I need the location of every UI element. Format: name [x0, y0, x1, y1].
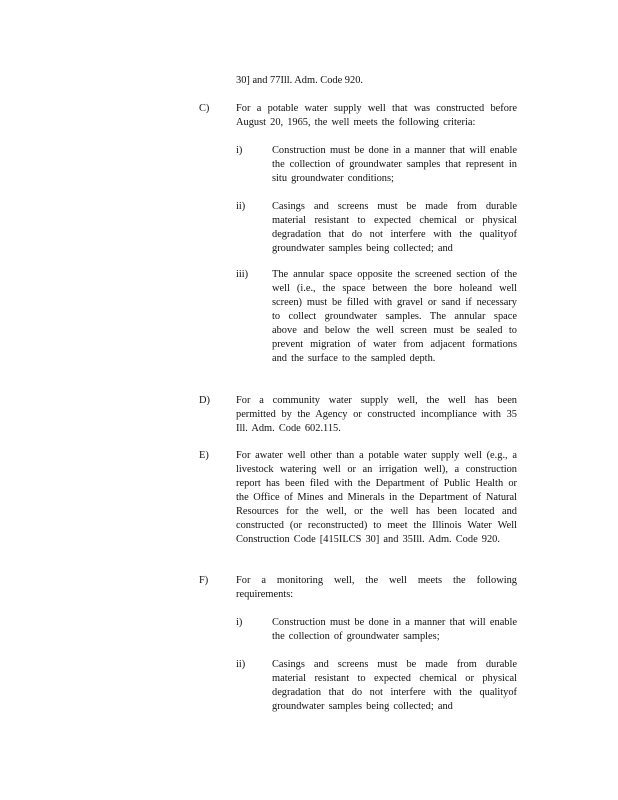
item-label: iii): [236, 269, 249, 280]
item-label: i): [236, 145, 243, 156]
item-text: Casings and screens must be made from durable material resistant to expected chemical or physical degradation that do not interfere with the qualityof groundwater samples being collected; and: [272, 201, 517, 254]
item-text: Casings and screens must be made from durable material resistant to expected chemical or physical degradation that do not interfere with the qualityof groundwater samples being collected; and: [272, 659, 517, 712]
item-label: D): [199, 395, 210, 406]
item-label: ii): [236, 201, 246, 212]
item-text: For a potable water supply well that was constructed before August 20, 1965, the well meets the following criteria:: [236, 103, 517, 128]
item-text: Construction must be done in a manner that will enable the collection of groundwater samples;: [272, 617, 517, 642]
item-label: C): [199, 103, 210, 114]
item-text: For awater well other than a potable water supply well (e.g., a livestock watering well or an irrigation well), a construction report has been filed with the Department of Public Health or the Office of Mines and Minerals in the Department of Natural Resources for the well, or the well has been located and constructed (or reconstructed) to meet the Illinois Water Well Construction Code [415ILCS 30] and 35Ill. Adm. Code 920.: [236, 450, 517, 545]
continuation-line: 30] and 77Ill. Adm. Code 920.: [236, 75, 363, 86]
item-label: i): [236, 617, 243, 628]
item-text: The annular space opposite the screened section of the well (i.e., the space between the bore holeand well screen) must be filled with gravel or sand if necessary to collect groundwater samples. The annular space above and below the well screen must be sealed to prevent migration of water from adjacent formations and the surface to the sampled depth.: [272, 269, 517, 364]
item-text: For a monitoring well, the well meets the following requirements:: [236, 575, 517, 600]
item-label: E): [199, 450, 209, 461]
item-label: ii): [236, 659, 246, 670]
item-text: Construction must be done in a manner that will enable the collection of groundwater samples that represent in situ groundwater conditions;: [272, 145, 517, 184]
item-label: F): [199, 575, 209, 586]
item-text: For a community water supply well, the well has been permitted by the Agency or constructed incompliance with 35 Ill. Adm. Code 602.115.: [236, 395, 517, 434]
